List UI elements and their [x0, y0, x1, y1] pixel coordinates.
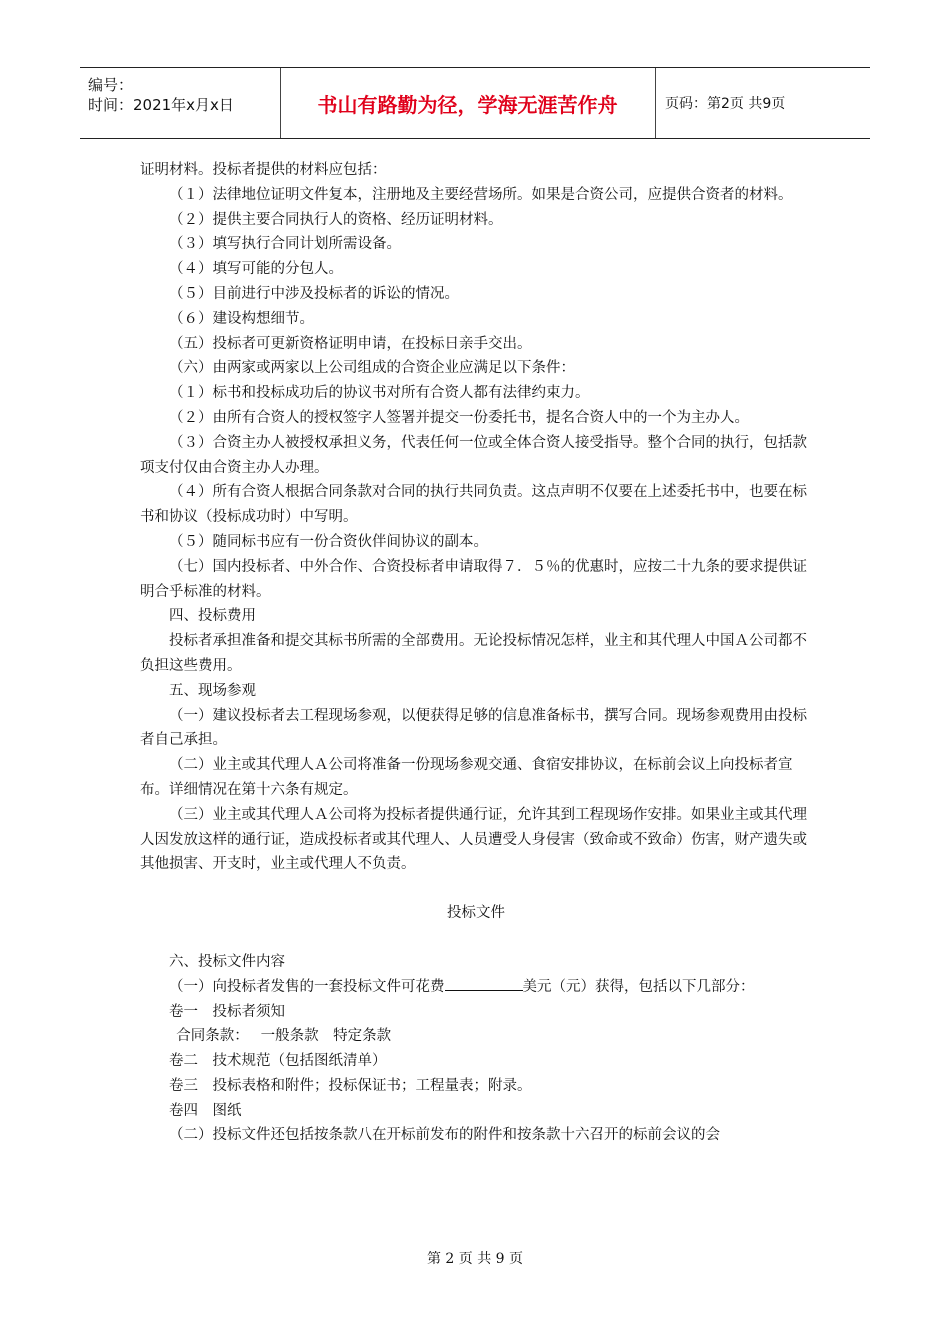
section-heading: 五、现场参观: [169, 682, 256, 699]
paragraph: 证明材料。投标者提供的材料应包括：: [140, 162, 387, 178]
header-info-cell: [80, 68, 281, 138]
paragraph: （五）投标者可更新资格证明申请，在投标日亲手交出。: [169, 335, 532, 352]
paragraph: （三）业主或其代理人Ａ公司将为投标者提供通行证，允许其到工程现场作安排。如果业主或其代理人因发放这样的通行证，造成投标者或其代理人、人员遭受人身侵害（致命或不致命）伤害，财产遗失或其他损害、开支时，业主或代理人不负责。: [140, 806, 807, 873]
spacer: [140, 877, 812, 901]
paragraph: （３）填写执行合同计划所需设备。: [169, 236, 401, 253]
paragraph: （１）法律地位证明文件复本，注册地及主要经营场所。如果是合资公司，应提供合资者的材料。: [169, 186, 793, 203]
paragraph: （５）目前进行中涉及投标者的诉讼的情况。: [169, 285, 459, 302]
list-item: 卷二 技术规范（包括图纸清单）: [169, 1053, 387, 1070]
paragraph: （６）建设构想细节。: [169, 310, 314, 327]
list-item: 卷三 投标表格和附件；投标保证书；工程量表；附录。: [169, 1077, 532, 1094]
section-title: 投标文件: [447, 905, 505, 922]
page-footer: 第 2 页 共 9 页: [426, 1251, 524, 1267]
paragraph: （４）填写可能的分包人。: [169, 261, 343, 278]
section-heading: 六、投标文件内容: [169, 953, 285, 970]
header-motto: 书山有路勤为径，学海无涯苦作舟: [280, 68, 656, 138]
paragraph: [140, 975, 812, 1000]
list-item: 卷一 投标者须知: [169, 1003, 285, 1020]
page-header: [80, 67, 870, 139]
paragraph: （２）提供主要合同执行人的资格、经历证明材料。: [169, 211, 503, 228]
paragraph: （七）国内投标者、中外合作、合资投标者申请取得７．５％的优惠时，应按二十九条的要求提供证明合乎标准的材料。: [140, 558, 807, 600]
section-heading: 四、投标费用: [169, 608, 256, 625]
spacer: [140, 926, 812, 950]
paragraph: （二）投标文件还包括按条款八在开标前发布的附件和按条款十六召开的标前会议的会: [169, 1127, 720, 1144]
paragraph: （４）所有合资人根据合同条款对合同的执行共同负责。这点声明不仅要在上述委托书中，也要在标书和协议（投标成功时）中写明。: [140, 484, 807, 526]
paragraph: （一）建议投标者去工程现场参观，以便获得足够的信息准备标书，撰写合同。现场参观费用由投标者自己承担。: [140, 707, 807, 749]
paragraph: 投标者承担准备和提交其标书所需的全部费用。无论投标情况怎样，业主和其代理人中国Ａ公司都不负担这些费用。: [140, 633, 807, 674]
paragraph: （二）业主或其代理人Ａ公司将准备一份现场参观交通、食宿安排协议，在标前会议上向投标者宣布。详细情况在第十六条有规定。: [140, 757, 793, 798]
list-item: 卷四 图纸: [169, 1102, 242, 1119]
paragraph-text: （一）向投标者发售的一套投标文件可花费: [169, 978, 445, 995]
document-date: 时间：2021年x月x日: [88, 96, 234, 114]
paragraph: （六）由两家或两家以上公司组成的合资企业应满足以下条件：: [169, 360, 575, 377]
document-body: [140, 158, 812, 1148]
paragraph: （２）由所有合资人的授权签字人签署并提交一份委托书，提名合资人中的一个为主办人。: [169, 409, 749, 426]
paragraph: （３）合资主办人被授权承担义务，代表任何一位或全体合资人接受指导。整个合同的执行，包括款项支付仅由合资主办人办理。: [140, 434, 807, 476]
paragraph: （１）标书和投标成功后的协议书对所有合资人都有法律约束力。: [169, 385, 590, 402]
paragraph-text: 美元（元）获得，包括以下几部分：: [522, 978, 755, 995]
document-code-label: 编号：: [88, 76, 134, 94]
paragraph: （５）随同标书应有一份合资伙伴间协议的副本。: [169, 533, 488, 550]
header-page-info: 页码：第2页 共9页: [665, 96, 786, 112]
list-item: 合同条款： 一般条款 特定条款: [176, 1028, 392, 1045]
fill-in-blank: [445, 976, 523, 991]
